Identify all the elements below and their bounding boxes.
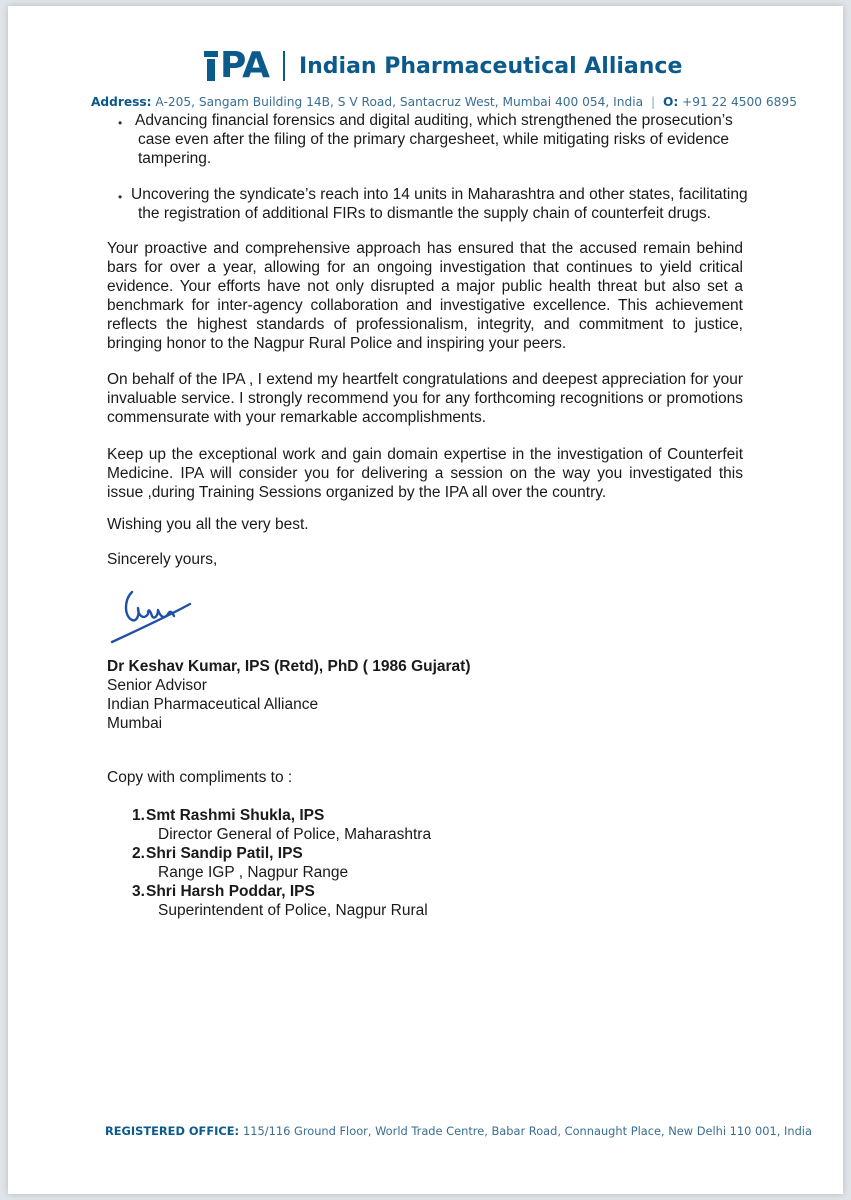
phone-text: +91 22 4500 6895: [682, 95, 797, 109]
recipient-number: 1.: [132, 807, 145, 824]
logo-text: PA: [220, 45, 269, 86]
signatory-title: Senior Advisor: [107, 677, 207, 694]
bullet-2-line-1: Uncovering the syndicate’s reach into 14 units in Maharashtra and other states, facilitating: [131, 186, 748, 203]
header-address: [91, 95, 797, 109]
bullet-1-line-1: Advancing financial forensics and digital auditing, which strengthened the prosecution’s: [135, 112, 733, 129]
signatory-name: Dr Keshav Kumar, IPS (Retd), PhD ( 1986 Gujarat): [107, 658, 471, 675]
recipient-number: 3.: [132, 883, 145, 900]
ipa-logo-mark: [204, 45, 269, 86]
signatory-city: Mumbai: [107, 715, 163, 732]
letter-page: [8, 6, 843, 1194]
address-text: A-205, Sangam Building 14B, S V Road, Santacruz West, Mumbai 400 054, India: [155, 95, 644, 109]
bullet-2-line-2: the registration of additional FIRs to dismantle the supply chain of counterfeit drugs.: [138, 205, 711, 222]
recipient-name: Smt Rashmi Shukla, IPS: [146, 807, 325, 824]
handwritten-signature: [108, 586, 198, 646]
wishes-line: Wishing you all the very best.: [107, 516, 309, 533]
recipient-name: Shri Harsh Poddar, IPS: [146, 883, 315, 900]
recipient-role: Director General of Police, Maharashtra: [158, 826, 432, 843]
recipient-role: Superintendent of Police, Nagpur Rural: [158, 902, 428, 919]
bullet-dot: •: [118, 190, 123, 204]
logo-i-cross-icon: [204, 51, 218, 81]
registered-office-label: REGISTERED OFFICE:: [105, 1124, 240, 1138]
bullet-1-line-2: case even after the filing of the primary chargesheet, while mitigating risks of evidence: [138, 131, 730, 148]
org-name: Indian Pharmaceutical Alliance: [298, 53, 683, 79]
recipient-role: Range IGP , Nagpur Range: [158, 864, 349, 881]
address-separator: |: [650, 95, 656, 109]
paragraph-congratulations: On behalf of the IPA , I extend my heartfelt congratulations and deepest appreciation for your invaluable service. I strongly recommend you for any forthcoming recognitions or promotions commensurate with your remarkable accomplishments.: [107, 371, 743, 426]
bullet-dot: •: [118, 116, 123, 130]
paragraph-expertise: Keep up the exceptional work and gain domain expertise in the investigation of Counterfeit Medicine. IPA will consider you for delivering a session on the way you investigated this issue ,during Training Sessions organized by the IPA all over the country.: [107, 446, 743, 501]
address-label: Address:: [91, 95, 152, 109]
signatory-org: Indian Pharmaceutical Alliance: [107, 696, 319, 713]
ipa-logo: [204, 46, 682, 86]
paragraph-achievement: Your proactive and comprehensive approach has ensured that the accused remain behind bars for over a year, allowing for an ongoing investigation that continues to yield critical evidence. Your efforts have not only disrupted a major public health threat but also set a benchmark for inter-agency collaboration and investigative excellence. This achievement reflects the highest standards of professionalism, integrity, and commitment to justice, bringing honor to the Nagpur Rural Police and inspiring your peers.: [107, 240, 743, 352]
registered-office-footer: [100, 1124, 812, 1138]
recipient-name: Shri Sandip Patil, IPS: [146, 845, 303, 862]
bullet-1-line-3: tampering.: [138, 150, 212, 167]
logo-divider: [283, 51, 285, 81]
copy-heading: Copy with compliments to :: [107, 769, 293, 786]
recipient-number: 2.: [132, 845, 145, 862]
phone-label: O:: [662, 95, 679, 109]
registered-office-address: 115/116 Ground Floor, World Trade Centre, Babar Road, Connaught Place, New Delhi 110 001, India: [243, 1124, 812, 1138]
closing-line: Sincerely yours,: [107, 551, 218, 568]
